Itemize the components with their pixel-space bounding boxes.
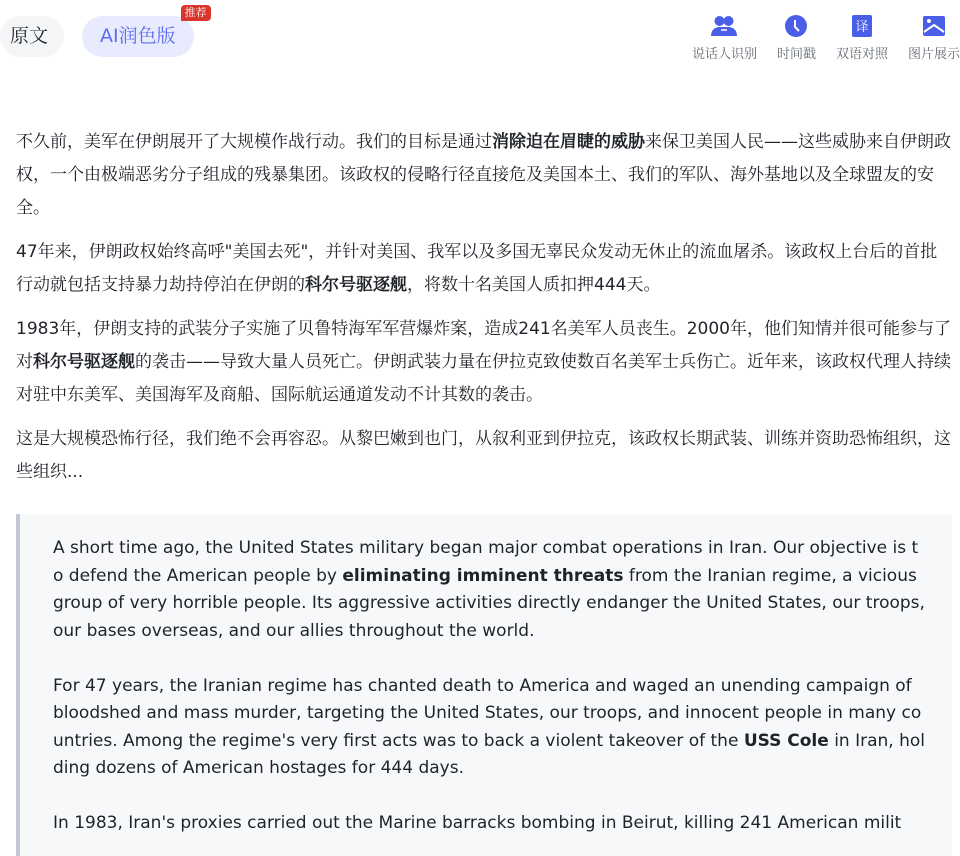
original-english-quote bbox=[16, 514, 952, 856]
quote-paragraph: A short time ago, the United States military began major combat operations in Iran. Our objective is to defend the American people by eliminating imminent threats from the Iranian regime, a vicious group of very horrible people. Its aggressive activities directly endanger the United States, our troops, our bases overseas, and our allies throughout the world. bbox=[53, 538, 925, 641]
version-tabs bbox=[0, 6, 207, 57]
speaker-recognition-button[interactable] bbox=[692, 14, 757, 62]
bilingual-button[interactable] bbox=[836, 14, 888, 62]
image-icon bbox=[921, 14, 947, 38]
paragraph: 不久前，美军在伊朗展开了大规模作战行动。我们的目标是通过消除迫在眉睫的威胁来保卫美国人民——这些威胁来自伊朗政权，一个由极端恶劣分子组成的残暴集团。该政权的侵略行径直接危及美国本土、我们的军队、海外基地以及全球盟友的安全。 bbox=[16, 132, 951, 218]
tab-original[interactable] bbox=[0, 16, 64, 57]
tool-label: 时间戳 bbox=[776, 47, 816, 62]
paragraph: 这是大规模恐怖行径，我们绝不会再容忍。从黎巴嫩到也门，从叙利亚到伊拉克，该政权长期武装、训练并资助恐怖组织，这些组织... bbox=[16, 429, 951, 482]
svg-text:译: 译 bbox=[855, 20, 869, 35]
tab-original-label: 原文 bbox=[10, 25, 49, 47]
quote-paragraph: In 1983, Iran's proxies carried out the Marine barracks bombing in Beirut, killing 241 American milit bbox=[53, 813, 902, 833]
image-display-button[interactable] bbox=[908, 14, 960, 62]
tool-label: 说话人识别 bbox=[691, 47, 757, 62]
polished-chinese-text bbox=[16, 126, 954, 500]
tool-label: 双语对照 bbox=[835, 47, 888, 62]
clock-icon bbox=[783, 14, 809, 38]
translate-icon bbox=[849, 14, 875, 38]
paragraph: 47年来，伊朗政权始终高呼"美国去死"，并针对美国、我军以及多国无辜民众发动无休止的流血屠杀。该政权上台后的首批行动就包括支持暴力劫持停泊在伊朗的科尔号驱逐舰，将数十名美国人质扣押444天。 bbox=[16, 242, 938, 295]
recommend-badge: 推荐 bbox=[181, 5, 211, 21]
timestamp-button[interactable] bbox=[777, 14, 816, 62]
tab-ai-label: AI润色版 bbox=[100, 25, 176, 47]
toolbar bbox=[692, 14, 960, 62]
speakers-icon bbox=[711, 14, 737, 38]
paragraph: 1983年，伊朗支持的武装分子实施了贝鲁特海军军营爆炸案，造成241名美军人员丧生。2000年，他们知情并很可能参与了对科尔号驱逐舰的袭击——导致大量人员死亡。伊朗武装力量在伊拉克致使数百名美军士兵伤亡。近年来，该政权代理人持续对驻中东美军、美国海军及商船、国际航运通道发动不计其数的袭击。 bbox=[16, 319, 951, 405]
tab-ai-polished[interactable] bbox=[82, 6, 207, 57]
tool-label: 图片展示 bbox=[907, 47, 960, 62]
quote-paragraph: For 47 years, the Iranian regime has chanted death to America and waged an unending campaign of bloodshed and mass murder, targeting the United States, our troops, and innocent people in many countries. Among the regime's very first acts was to back a violent takeover of the USS Cole in Iran, holding dozens of American hostages for 444 days. bbox=[53, 675, 926, 778]
